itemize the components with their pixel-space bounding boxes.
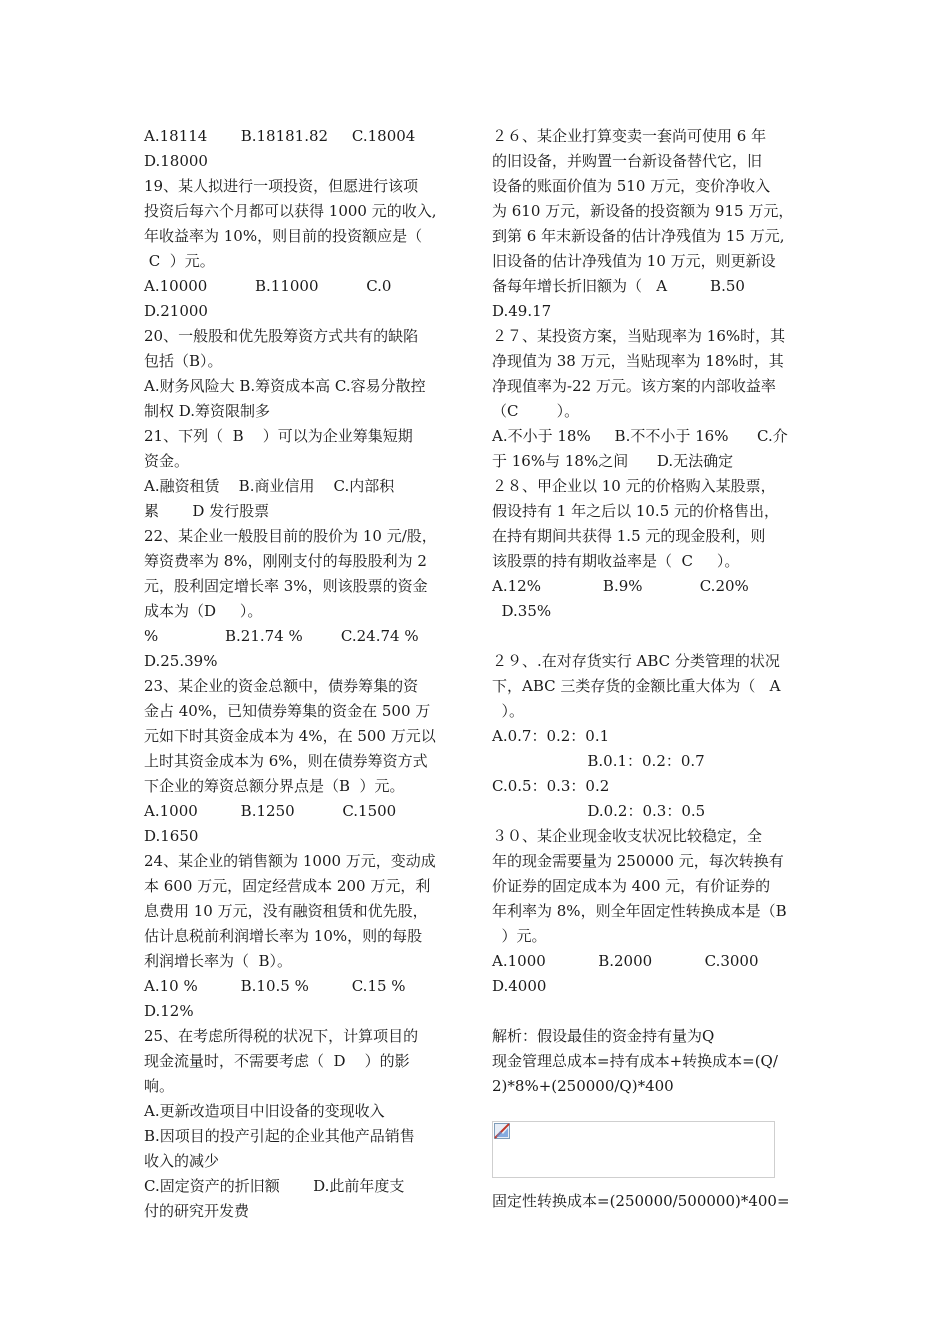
left-text-line: 累 D 发行股票 (144, 502, 270, 520)
right-text-line: ）。 (492, 702, 525, 720)
fixed-conversion-cost-line (492, 1189, 818, 1214)
left-text-line: 23、某企业的资金总额中，债券筹集的资 (144, 677, 419, 695)
right-text-line: 年的现金需要量为 250000 元，每次转换有 (492, 852, 784, 870)
left-text-line: A.1000 B.1250 C.1500 (144, 802, 397, 820)
left-text-line: 元，股利固定增长率 3%，则该股票的资金 (144, 577, 428, 595)
right-text-line: A.不小于 18% B.不不小于 16% C.介 (492, 427, 788, 445)
left-text-line: A.财务风险大 B.筹资成本高 C.容易分散控 (144, 377, 426, 395)
right-text-line: A.1000 B.2000 C.3000 (492, 952, 759, 970)
right-text-line: 设备的账面价值为 510 万元，变价净收入 (492, 177, 771, 195)
questions-29-30 (492, 649, 818, 999)
left-text-line: 下企业的筹资总额分界点是（B ）元。 (144, 777, 405, 795)
right-text-line: 在持有期间共获得 1.5 元的现金股利，则 (492, 527, 766, 545)
left-text-line: A.10000 B.11000 C.0 (144, 277, 392, 295)
left-text-line: 21、下列（ B ）可以为企业筹集短期 (144, 427, 413, 445)
left-text-line: 付的研究开发费 (144, 1202, 250, 1220)
right-text-line: ２９、.在对存货实行 ABC 分类管理的状况 (492, 652, 780, 670)
left-text-line: D.1650 (144, 827, 199, 845)
right-text-line: D.35% (492, 602, 552, 620)
right-text-line: ）元。 (492, 927, 547, 945)
right-text-line: ２６、某企业打算变卖一套尚可使用 6 年 (492, 127, 767, 145)
right-text-line: ２８、甲企业以 10 元的价格购入某股票， (492, 477, 776, 495)
right-text-line: 假设持有 1 年之后以 10.5 元的价格售出， (492, 502, 780, 520)
right-text-line: 为 610 万元，新设备的投资额为 915 万元， (492, 202, 794, 220)
analysis-text-line: 解析：假设最佳的资金持有量为Q (492, 1027, 715, 1045)
right-text-line: C.0.5：0.3：0.2 (492, 777, 610, 795)
right-text-line: 价证券的固定成本为 400 元，有价证券的 (492, 877, 771, 895)
right-text-line: D.49.17 (492, 302, 552, 320)
right-text-line: 下，ABC 三类存货的金额比重大体为（ A (492, 677, 781, 695)
left-text-line: D.12% (144, 1002, 194, 1020)
left-text-line: 现金流量时，不需要考虑（ D ）的影 (144, 1052, 410, 1070)
spacer (492, 624, 818, 649)
right-text-line: 于 16%与 18%之间 D.无法确定 (492, 452, 734, 470)
left-text-line: 筹资费率为 8%，刚刚支付的每股股利为 2 (144, 552, 427, 570)
right-text-line: 到第 6 年末新设备的估计净残值为 15 万元, (492, 227, 785, 245)
left-text-line: 投资后每六个月都可以获得 1000 元的收入, (144, 202, 437, 220)
right-text-line: A.0.7：0.2：0.1 (492, 727, 610, 745)
right-text-line: D.0.2：0.3：0.5 (492, 802, 706, 820)
left-text-line: 上时其资金成本为 6%，则在债券筹资方式 (144, 752, 428, 770)
left-text-line: 收入的减少 (144, 1152, 220, 1170)
right-text-line: A.12% B.9% C.20% (492, 577, 749, 595)
left-text-line: D.21000 (144, 302, 208, 320)
left-text-line: 包括（B）。 (144, 352, 223, 370)
right-text-line: 净现值为 38 万元，当贴现率为 18%时，其 (492, 352, 784, 370)
questions-26-28 (492, 124, 818, 624)
left-text-line: 元如下时其资金成本为 4%，在 500 万元以 (144, 727, 436, 745)
left-text-line: 息费用 10 万元，没有融资租赁和优先股， (144, 902, 428, 920)
left-text-line: D.18000 (144, 152, 208, 170)
left-text-line: 成本为（D ）。 (144, 602, 263, 620)
left-text-line: 估计息税前利润增长率为 10%，则的每股 (144, 927, 423, 945)
left-text-line: 本 600 万元，固定经营成本 200 万元，利 (144, 877, 431, 895)
left-text-line: 24、某企业的销售额为 1000 万元，变动成 (144, 852, 436, 870)
analysis-section (492, 1024, 818, 1099)
left-text-line: 20、一般股和优先股筹资方式共有的缺陷 (144, 327, 419, 345)
left-text-line: A.融资租赁 B.商业信用 C.内部积 (144, 477, 395, 495)
right-text-line: B.0.1：0.2：0.7 (492, 752, 705, 770)
left-column (144, 124, 462, 1224)
formula-text-line: 固定性转换成本=(250000/500000)*400= (492, 1192, 790, 1210)
left-text-line: 制权 D.筹资限制多 (144, 402, 271, 420)
left-text-line: 利润增长率为（ B）。 (144, 952, 293, 970)
left-text-line: 金占 40%，已知债券筹集的资金在 500 万 (144, 702, 431, 720)
left-text-line: 25、在考虑所得税的状况下，计算项目的 (144, 1027, 419, 1045)
right-text-line: 备每年增长折旧额为（ A B.50 (492, 277, 745, 295)
right-text-line: 净现值率为-22 万元。该方案的内部收益率 (492, 377, 776, 395)
right-text-line: ３０、某企业现金收支状况比较稳定，全 (492, 827, 763, 845)
right-text-line: 年利率为 8%，则全年固定性转换成本是（B (492, 902, 787, 920)
analysis-text-line: 2)*8%+(250000/Q)*400 (492, 1077, 674, 1095)
left-text-line: 响。 (144, 1077, 175, 1095)
spacer (492, 999, 818, 1024)
left-text-line: % B.21.74 % C.24.74 % (144, 627, 419, 645)
right-text-line: 该股票的持有期收益率是（ C ）。 (492, 552, 740, 570)
left-text-line: C ）元。 (144, 252, 215, 270)
left-text-line: 22、某企业一般股目前的股价为 10 元/股， (144, 527, 437, 545)
left-text-line: 19、某人拟进行一项投资，但愿进行该项 (144, 177, 419, 195)
left-text-line: A.更新改造项目中旧设备的变现收入 (144, 1102, 385, 1120)
right-text-line: 旧设备的估计净残值为 10 万元，则更新设 (492, 252, 776, 270)
right-text-line: 的旧设备，并购置一台新设备替代它，旧 (492, 152, 763, 170)
left-text-line: D.25.39% (144, 652, 218, 670)
analysis-text-line: 现金管理总成本=持有成本+转换成本=(Q/ (492, 1052, 778, 1070)
broken-image-icon (494, 1123, 510, 1139)
formula-image-placeholder (492, 1121, 775, 1178)
left-text-line: C.固定资产的折旧额 D.此前年度支 (144, 1177, 405, 1195)
right-column (492, 124, 818, 1214)
left-text-line: 年收益率为 10%，则目前的投资额应是（ (144, 227, 423, 245)
right-text-line: （C ）。 (492, 402, 580, 420)
right-text-line: ２７、某投资方案，当贴现率为 16%时，其 (492, 327, 786, 345)
left-text-line: 资金。 (144, 452, 190, 470)
right-text-line: D.4000 (492, 977, 547, 995)
left-text-line: B.因项目的投产引起的企业其他产品销售 (144, 1127, 415, 1145)
left-text-line: A.18114 B.18181.82 C.18004 (144, 127, 416, 145)
left-text-line: A.10 % B.10.5 % C.15 % (144, 977, 406, 995)
